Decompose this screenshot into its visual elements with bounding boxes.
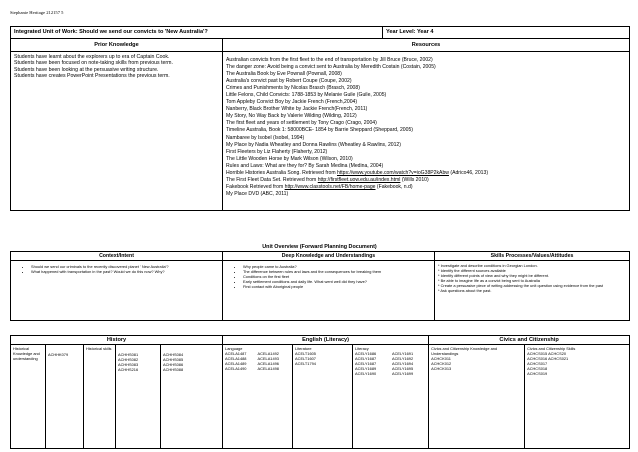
curriculum-code: ACELA1496: [257, 360, 279, 366]
history-skills-label: Historical skills: [86, 346, 112, 351]
curriculum-code: ACELY1692: [391, 355, 414, 361]
resource-item: Tom Appleby Convict Boy by Jackie French (French,2004): [226, 99, 358, 106]
resource-text: (Fakebook, n.d): [375, 183, 413, 190]
curriculum-code: ACELA1488: [225, 355, 247, 361]
curriculum-code: ACHCS019: [527, 370, 548, 376]
civics-skills-cell: [525, 345, 630, 449]
english-heading: English (Literacy): [223, 336, 429, 345]
resource-item: My Story, No Way Back by Valerie Wilding (Wilding, 2012): [226, 113, 357, 120]
resource-item: Rules and Laws: What are they for? By Sarah Medina (Medina, 2004): [226, 162, 384, 169]
resources-heading: Resources: [223, 39, 630, 52]
curriculum-code: ACHHS216: [118, 366, 139, 372]
resource-item: The Little Wooden Horse by Mark Wilson (Wilson, 2010): [226, 155, 353, 162]
english-literature-label: Literature: [295, 346, 312, 351]
history-knowledge-label: Historical Knowledge and understanding: [13, 346, 40, 361]
history-knowledge-label-cell: [11, 345, 46, 449]
curriculum-code: ACHHK079: [48, 352, 69, 357]
curriculum-code: ACHHS085: [163, 356, 184, 362]
resource-text: Horrible Histories Australia Song. Retrieved from: [226, 169, 337, 176]
curriculum-code: ACHHS086: [163, 361, 184, 367]
prior-knowledge-line: Students have learnt about the explorers up to era of Captain Cook.: [14, 54, 170, 60]
list-item: • Early settlement conditions and daily life. What went well did they have?: [243, 279, 434, 284]
resource-item: Nambaree by Isobel (Isobel, 1994): [226, 134, 305, 141]
curriculum-table: [10, 335, 630, 449]
curriculum-code: ACHHS081: [118, 352, 139, 357]
resource-item: First Fleeters by Liz Flaherty (Flaherty, 2012): [226, 148, 328, 155]
english-literacy-cell: [353, 345, 429, 449]
resource-item: The Australia Book by Eve Pownall (Pownall, 2008): [226, 71, 342, 78]
civics-heading: Civics and Citizenship: [429, 336, 630, 345]
curriculum-code: ACHHS083: [118, 361, 139, 367]
resource-item: My Place DVD (ABC, 2011): [226, 190, 289, 197]
curriculum-code: ACELA1498: [257, 365, 279, 371]
resource-text: (Wills 2010): [400, 176, 429, 183]
curriculum-code: ACHHS082: [118, 356, 139, 362]
resource-item: Crimes and Punishments by Nicolas Brasch (Brasch, 2008): [226, 85, 360, 92]
unit-overview-title: Unit Overview (Forward Planning Document): [262, 244, 377, 250]
curriculum-code: ACHCS018: [527, 365, 548, 371]
curriculum-code: ACHCK012: [431, 360, 452, 366]
unit-title: Integrated Unit of Work: Should we send our convicts to 'New Australia'?: [11, 27, 383, 39]
curriculum-code: ACELA1492: [257, 350, 279, 356]
deep-knowledge-cell: [223, 261, 435, 321]
deep-knowledge-heading: Deep Knowledge and Understandings: [223, 252, 435, 261]
curriculum-code: ACELT1607: [295, 355, 316, 361]
curriculum-code: ACELT1794: [295, 360, 316, 366]
curriculum-code: ACHCS016 ACHCS021: [527, 355, 569, 361]
resource-text: Fakebook Retrieved from: [226, 183, 285, 190]
prior-knowledge-line: Students have been looking at the persuasive writing structure.: [14, 66, 159, 73]
resource-item: [226, 177, 626, 184]
curriculum-code: ACHCS017: [527, 360, 548, 366]
resource-link[interactable]: http://www.classtools.net/FB/home-page: [284, 183, 376, 190]
prior-knowledge-line: Students have been focused on note-taking skills from previous term.: [14, 60, 173, 67]
curriculum-code: ACELA1489: [225, 360, 247, 366]
english-language-cell: [223, 345, 293, 449]
curriculum-code: ACELY1687: [355, 355, 377, 361]
list-item: • Conditions on the first fleet: [243, 274, 434, 279]
curriculum-code: ACELY1691: [391, 350, 414, 356]
list-item: * Investigate and describe conditions in Georgian London.: [438, 263, 538, 268]
list-item: * Identify the different sources available: [438, 268, 506, 273]
resource-link[interactable]: https://www.youtube.com/watch?v=ioG38P2kAbw: [336, 169, 449, 176]
resource-item: [226, 184, 626, 191]
list-item: * Be able to imagine life as a convict being sent to Australia: [438, 278, 540, 283]
list-item: * Ask questions about the past.: [438, 288, 492, 293]
resource-item: The danger zone: Avoid being a convict sent to Australia by Meredith Costain (Costain, 2005): [226, 64, 436, 71]
civics-knowledge-cell: [429, 345, 525, 449]
resource-link[interactable]: http://firstfleet.uow.edu.au/index.html: [317, 176, 401, 183]
resource-item: Australia's convict past by Robert Coupe (Coupe, 2002): [226, 78, 352, 85]
curriculum-code: ACELA1493: [257, 355, 279, 361]
history-skills-label-cell: [84, 345, 116, 449]
author-header: Stephanie Heritage 212157 5: [10, 10, 64, 15]
curriculum-code: ACELY1686: [355, 350, 377, 356]
curriculum-code: ACHCS015 ACHCS20: [527, 350, 567, 356]
list-item: • What happened with transportation in the past? Would we do this now? Why?: [31, 269, 222, 274]
civics-skills-label: Civics and Citizenship Skills: [527, 346, 576, 351]
resource-item: The first fleet and years of settlement by Tony Crago (Crago, 2004): [226, 120, 377, 127]
curriculum-code: ACELY1699: [391, 370, 414, 376]
resource-item: Little Felons, Child Convicts: 1788-1853 by Melanie Guile (Guile, 2005): [226, 92, 387, 99]
curriculum-code: ACHHS084: [163, 352, 184, 357]
planning-table: [10, 26, 630, 211]
english-language-label: Language: [225, 346, 243, 351]
resource-text: The First Fleet Data Set. Retrieved from: [226, 176, 318, 183]
curriculum-code: ACHCK011: [431, 355, 451, 361]
prior-knowledge-line: Students have creates PowerPoint Presentations the previous term.: [14, 72, 170, 79]
resource-item: Australian convicts from the first fleet to the end of transportation by Jill Bruce (Bruce, 2002): [226, 57, 433, 63]
curriculum-code: ACHHS088: [163, 366, 184, 372]
english-literature-cell: [293, 345, 353, 449]
resource-text: (Adrico46, 2013): [448, 169, 489, 176]
history-heading: History: [11, 336, 223, 345]
prior-knowledge-cell: [11, 52, 223, 211]
year-level: Year Level: Year 4: [383, 27, 630, 39]
resource-item: My Place by Nadia Wheatley and Donna Rawlins (Wheatley & Rawlins, 2012): [226, 141, 401, 148]
resources-cell: [223, 52, 630, 211]
list-item: • The difference between rules and laws and the consequences for breaking them: [243, 269, 434, 274]
skills-processes-cell: [435, 261, 630, 321]
history-knowledge-codes-cell: [46, 345, 84, 449]
curriculum-code: ACELY1687: [355, 360, 377, 366]
curriculum-code: ACELY1689: [355, 365, 377, 371]
resource-item: [226, 170, 626, 177]
curriculum-code: ACELA1490: [225, 365, 247, 371]
english-literacy-label: Literacy: [355, 346, 369, 351]
unit-overview-table: [10, 251, 630, 321]
list-item: * Identify different points of view and why they might be different.: [438, 273, 550, 278]
curriculum-code: ACELY1695: [391, 365, 414, 371]
curriculum-code: ACELA1487: [225, 350, 247, 356]
list-item: * Create a persuasive piece of writing addressing the unit question using evidence from the past: [438, 283, 604, 288]
curriculum-code: ACELY1694: [391, 360, 414, 366]
resource-item: Nanberry, Black Brother White by Jackie French(French, 2011): [226, 106, 368, 113]
context-intent-heading: Context/Intent: [11, 252, 223, 261]
list-item: • First contact with Aboriginal people: [243, 284, 434, 289]
list-item: • Should we send our criminals to the recently discovered planet ' New Australia'?: [31, 264, 222, 269]
curriculum-code: ACELT1605: [295, 350, 316, 356]
curriculum-code: ACHCK013: [431, 365, 452, 371]
civics-knowledge-label: Civics and Citizenship Knowledge and Understandings: [431, 346, 498, 356]
history-skills-codes-a: [116, 345, 161, 449]
skills-processes-heading: Skills Processes/Values/Attitudes: [435, 252, 630, 261]
list-item: • Why people came to Australia?: [243, 264, 434, 269]
context-intent-cell: [11, 261, 223, 321]
resource-item: Timeline Australia, Book 1: 58000BCE- 1854 by Barrie Sheppard (Sheppard, 2005): [226, 127, 413, 134]
history-skills-codes-b: [161, 345, 223, 449]
curriculum-code: ACELY1690: [355, 370, 377, 376]
prior-knowledge-heading: Prior Knowledge: [11, 39, 223, 52]
